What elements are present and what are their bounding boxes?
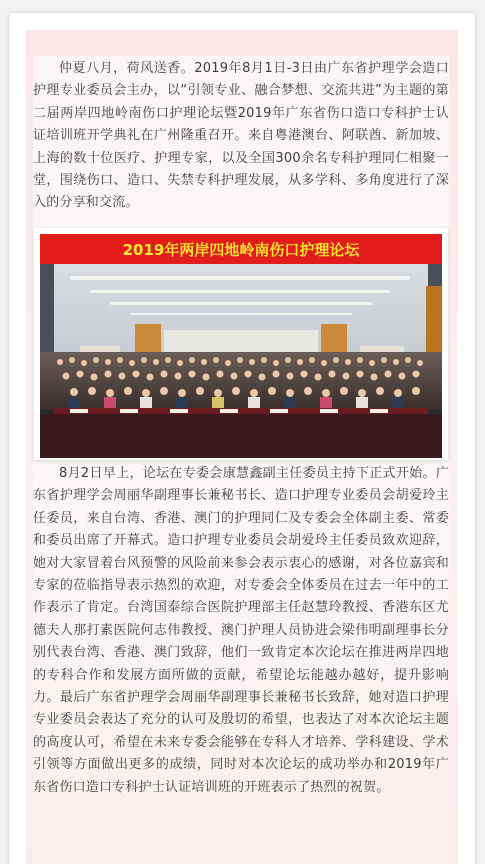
forum-photo bbox=[34, 228, 448, 460]
article-paragraph-2: 8月2日早上，论坛在专委会康慧鑫副主任委员主持下正式开始。广东省护理学会周丽华副理事长兼秘书长、造口护理专业委员会胡爱玲主任委员，来自台湾、香港、澳门的护理同仁及专委会全体副主委、常委和委员出席了开幕式。造口护理专业委员会胡爱玲主任委员致欢迎辞，她对大家冒着台风预警的风险前来参会表示衷心的感谢，对各位嘉宾和专家的莅临指导表示热烈的欢迎，对专委会全体委员在过去一年中的工作表示了肯定。台湾国泰综合医院护理部主任赵慧玲教授、香港东区尤德夫人那打素医院何志伟教授、澳门护理人员协进会梁伟明副理事长分别代表台湾、香港、澳门致辞，他们一致肯定本次论坛在推进两岸四地的专科合作和发展方面所做的贡献，希望论坛能越办越好，提升影响力。最后广东省护理学会周丽华副理事长兼秘书长致辞，她对造口护理专业委员会表达了充分的认可及殷切的希望，也表达了对本次论坛主题的高度认可，希望在未来专委会能够在专科人才培养、学科建设、学术引领等方面做出更多的成绩，同时对本次论坛的成功举办和2019年广东省伤口造口专科护士认证培训班的开班表示了热烈的祝贺。 bbox=[33, 466, 449, 795]
article-paragraph-1: 仲夏八月，荷风送香。2019年8月1日-3日由广东省护理学会造口护理专业委员会主办，以“引领专业、融合梦想、交流共进”为主题的第二届两岸四地岭南伤口护理论坛暨2019年广东省伤口造口专科护士认证培训班开学典礼在广州隆重召开。来自粤港澳台、阿联酋、新加坡、上海的数十位医疗、护理专家，以及全国300余名专科护理同仁相聚一堂，围绕伤口、造口、失禁专科护理发展，从多学科、多角度进行了深入的分享和交流。 bbox=[33, 61, 449, 211]
banner-title: 2019年两岸四地岭南伤口护理论坛 bbox=[122, 241, 360, 259]
forum-photo-image bbox=[40, 234, 442, 458]
